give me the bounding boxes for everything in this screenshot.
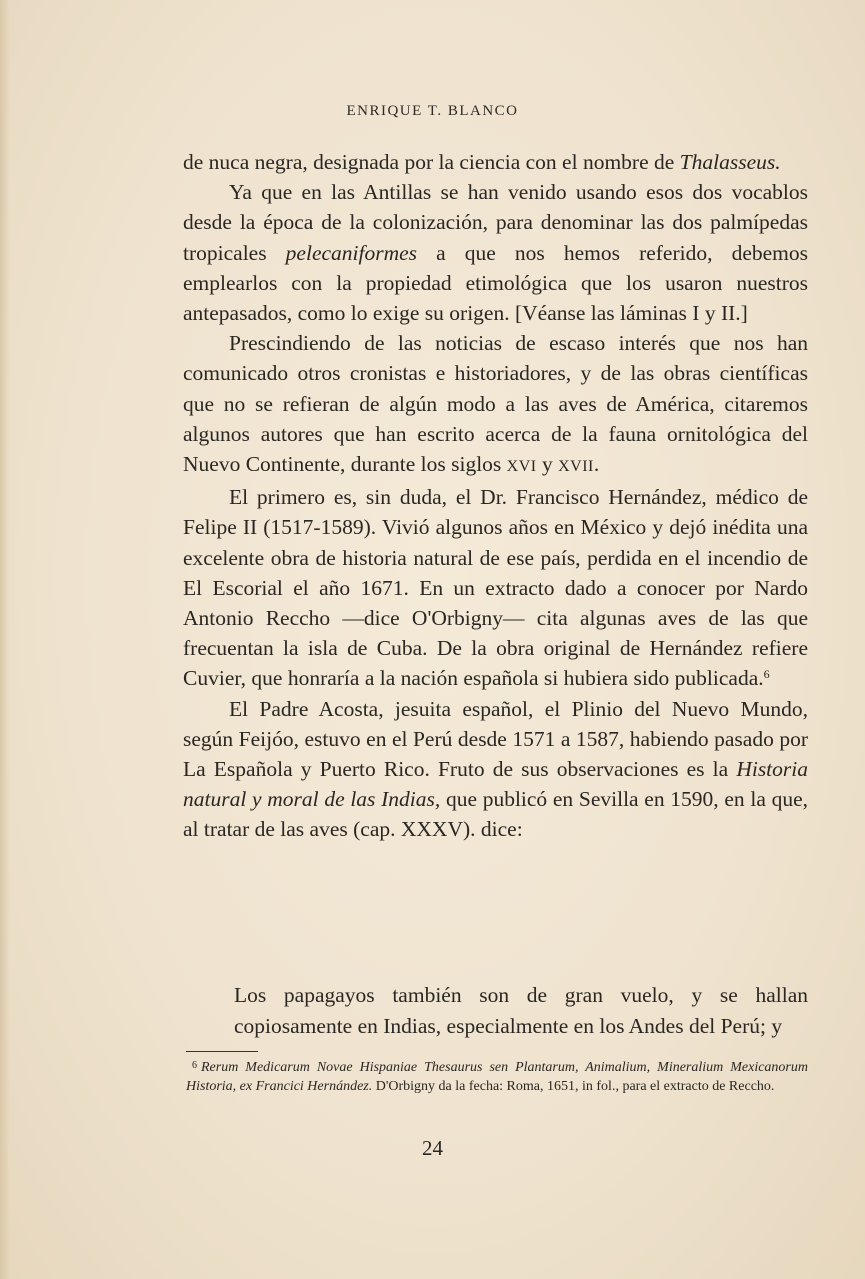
- footnote-number: 6: [192, 1060, 197, 1071]
- book-title: Historia natural y moral de las Indias,: [183, 757, 808, 812]
- paragraph-1: de nuca negra, designada por la ciencia con el nombre de Thalasseus.: [183, 150, 781, 174]
- page-number: 24: [422, 1136, 443, 1160]
- paragraph-3: Prescindiendo de las noticias de escaso interés que nos han comunicado otros cronistas e historiadores, y de las obras científicas que no se refieran de algún modo a las aves de América, citaremos algunos autores que han escrito acerca de la fauna ornitológica del Nuevo Continente, durante los siglos XVI y XVII.: [183, 331, 808, 477]
- taxon-thalasseus: Thalasseus.: [679, 150, 781, 174]
- block-quote: Los papagayos también son de gran vuelo, y se hallan copiosamente en Indias, especialmente en los Andes del Perú; y: [234, 983, 808, 1038]
- footnote-rule: [186, 1051, 258, 1052]
- paragraph-5: El Padre Acosta, jesuita español, el Plinio del Nuevo Mundo, según Feijóo, estuvo en el Perú desde 1571 a 1587, habiendo pasado por La Española y Puerto Rico. Fruto de sus observaciones es la Historia natural y moral de las Indias, que publicó en Sevilla en 1590, en la que, al tratar de las aves (cap. XXXV). dice:: [183, 696, 809, 842]
- footnote-text: D'Orbigny da la fecha: Roma, 1651, in fol., para el extracto de Reccho.: [372, 1079, 775, 1094]
- term-pelecaniformes: pelecaniformes: [285, 240, 418, 265]
- paragraph-2: Ya que en las Antillas se han venido usando esos dos vocablos desde la época de la colonización, para denominar las dos palmípedas tropicales pelecaniformes a que nos hemos referido, debemos emplearlos con la propiedad etimológica que los usaron nuestros antepasados, como lo exige su origen. [Véanse las láminas I y II.]: [183, 180, 808, 326]
- paragraph-4: El primero es, sin duda, el Dr. Francisco Hernández, médico de Felipe II (1517-1589). Vivió algunos años en México y dejó inédita una excelente obra de historia natural de ese país, perdida en el incendio de El Escorial el año 1671. En un extracto dado a conocer por Nardo Antonio Reccho —dice O'Orbigny— cita algunas aves de las que frecuentan la isla de Cuba. De la obra original de Hernández refiere Cuvier, que honraría a la nación española si hubiera sido publicada.$^6$: [183, 485, 808, 691]
- page-edge-shadow: [0, 0, 10, 1279]
- century-xvii: XVII: [558, 458, 594, 476]
- running-head: ENRIQUE T. BLANCO: [346, 103, 519, 119]
- century-xvi: XVI: [506, 458, 537, 476]
- footnote: [186, 1056, 808, 1096]
- body-text: [183, 147, 808, 845]
- footnote-title: Rerum Medicarum Novae Hispaniae Thesaurus sen Plantarum, Animalium, Mineralium Mexicanorum Historia, ex Francici Hernández.: [186, 1060, 808, 1094]
- footnote-reference[interactable]: 6: [763, 667, 770, 682]
